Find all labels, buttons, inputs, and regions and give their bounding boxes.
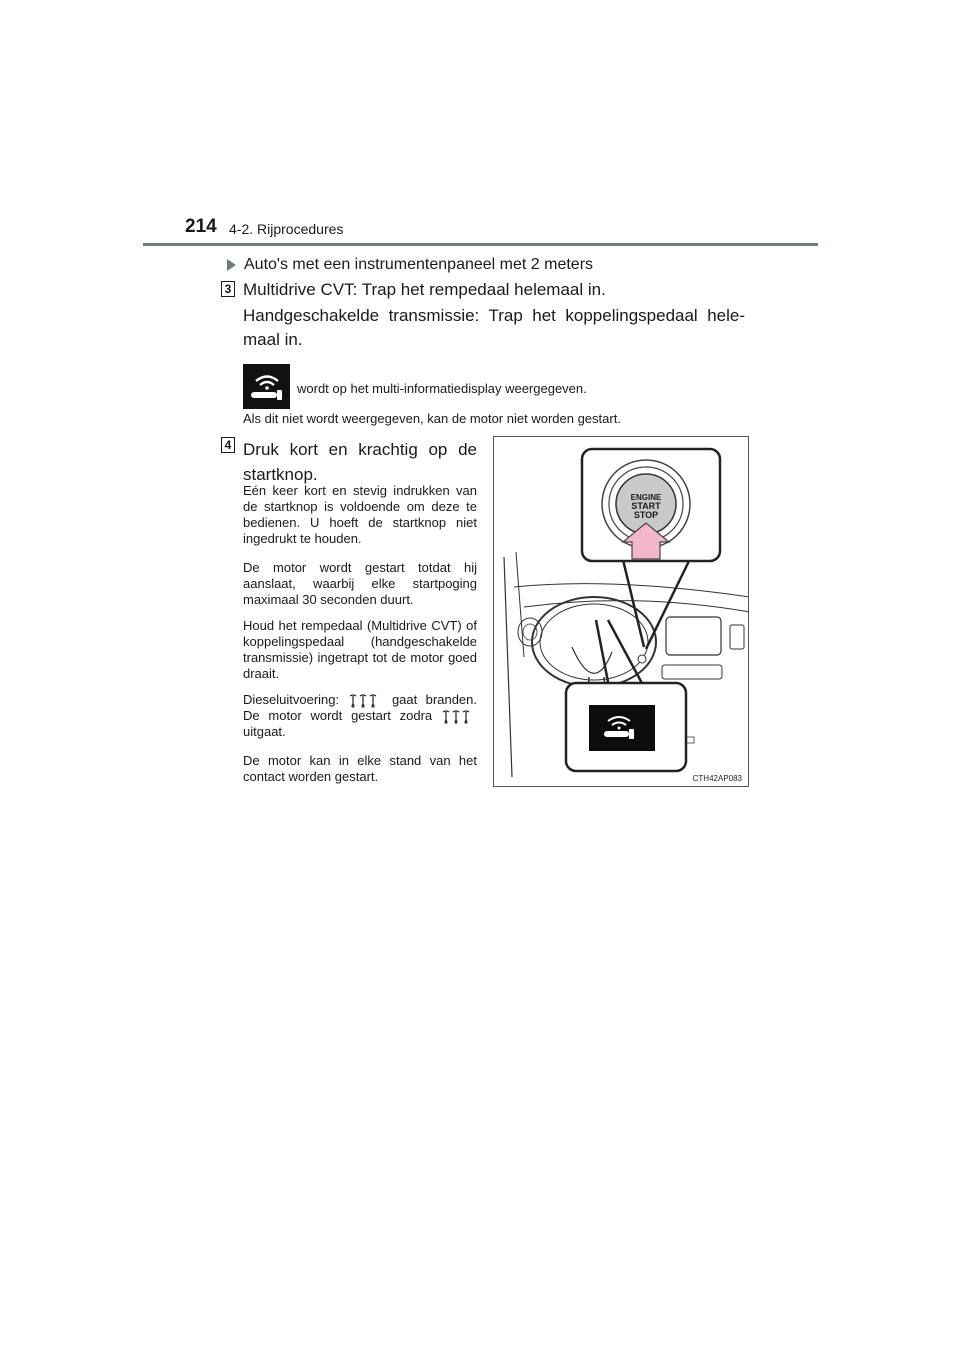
bullet-text: Auto's met een instrumentenpaneel met 2 meters xyxy=(244,256,594,273)
key-wireless-indicator-icon xyxy=(243,364,290,409)
step-4-paragraph-1: Eén keer kort en stevig indrukken van de startknop is voldoende om deze te bedienen. U hoeft de startknop niet ingedrukt te houden. xyxy=(243,483,477,546)
button-label-start: START xyxy=(631,501,661,511)
step-4-paragraph-3: Houd het rempedaal (Multidrive CVT) of koppelingspedaal (handgeschakelde transmissie) ingetrapt tot de motor goed draait. xyxy=(243,618,477,681)
step-4-heading: Druk kort en krachtig op de startknop. xyxy=(243,440,477,484)
step-3-line-2: Handgeschakelde transmissie: Trap het koppelingspedaal hele- xyxy=(243,306,745,325)
step-4-paragraph-2: De motor wordt gestart totdat hij aanslaat, waarbij elke startpoging maximaal 30 seconden duurt. xyxy=(243,560,477,607)
section-title: 4-2. Rijprocedures xyxy=(229,221,344,237)
dashboard-drawing xyxy=(494,437,749,787)
glow-plug-indicator-icon xyxy=(348,694,384,708)
diesel-text-end: uitgaat. xyxy=(243,724,286,739)
step-4-paragraph-5: De motor kan in elke stand van het contact worden gestart. xyxy=(243,753,477,784)
button-label-stop: STOP xyxy=(633,510,659,520)
step-4-paragraph-4 xyxy=(243,692,477,740)
icon-caption: wordt op het multi-informatiedisplay weergegeven. xyxy=(297,381,587,396)
header-divider xyxy=(143,243,818,246)
engine-start-stop-button xyxy=(624,493,668,520)
step-4-marker: 4 xyxy=(221,437,235,453)
vehicle-variant-bullet xyxy=(224,256,593,274)
button-label-engine: ENGINE xyxy=(630,493,662,502)
engine-start-illustration xyxy=(493,436,749,787)
glow-plug-indicator-icon xyxy=(441,710,477,724)
step-3-marker: 3 xyxy=(221,281,235,297)
step-3-line-1: Multidrive CVT: Trap het rempedaal helemaal in. xyxy=(243,280,606,299)
page-number: 214 xyxy=(185,216,217,237)
step-3-line-3: maal in. xyxy=(243,330,303,349)
illustration-code: CTH42AP083 xyxy=(692,774,742,783)
step-3-note: Als dit niet wordt weergegeven, kan de motor niet worden gestart. xyxy=(243,411,621,426)
diesel-text: gaat branden. De motor wordt gestart zodra xyxy=(243,692,477,723)
diesel-label: Dieseluitvoering: xyxy=(243,692,340,707)
bullet-triangle-icon xyxy=(227,259,236,271)
